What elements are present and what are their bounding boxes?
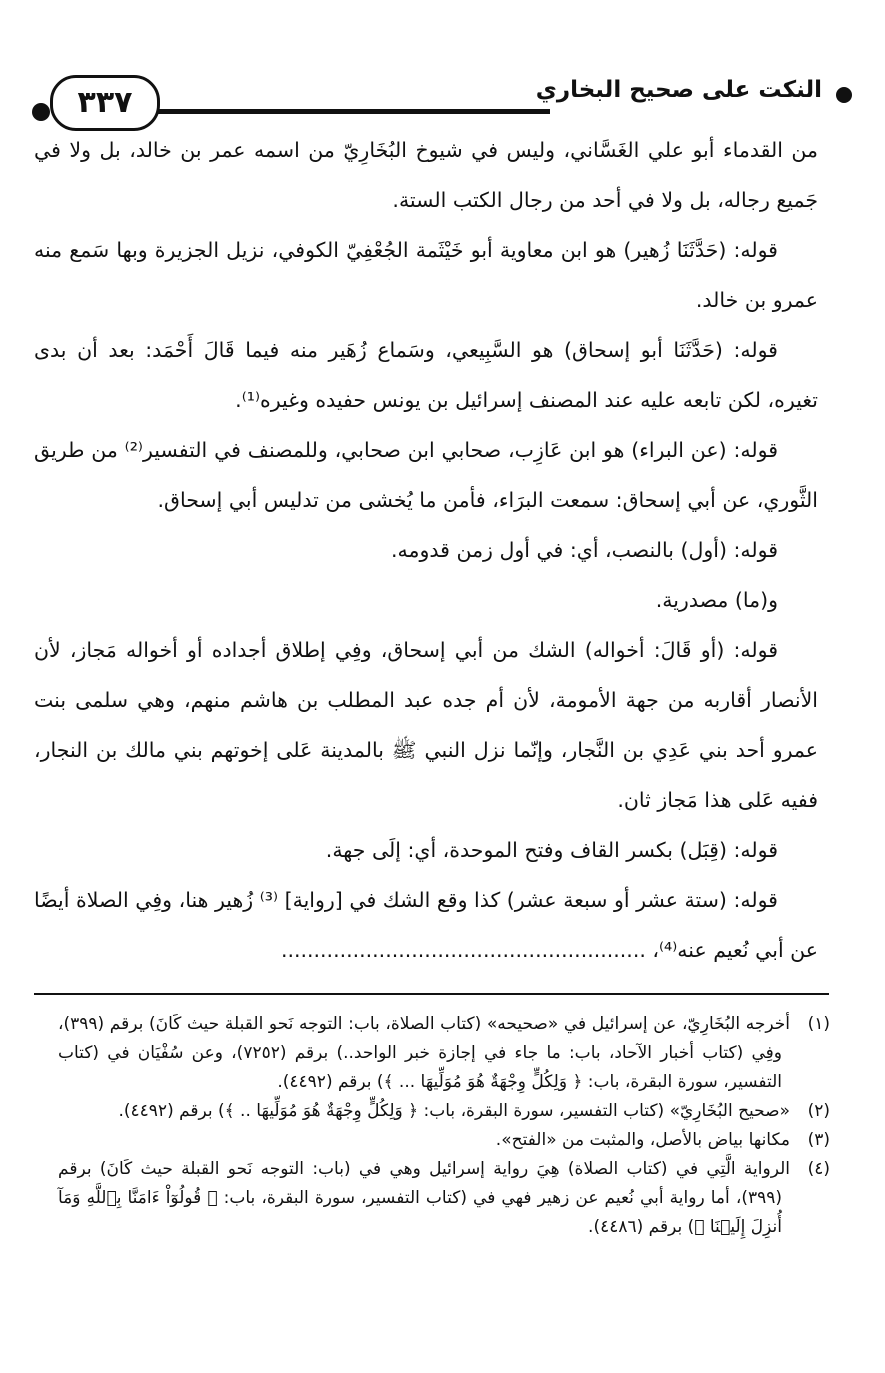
paragraph: قوله: (أول) بالنصب، أي: في أول زمن قدومه.	[391, 538, 778, 562]
ornament-dot-left	[32, 103, 50, 121]
paragraph: قوله: (حَدَّثَنَا أبو إسحاق) هو السَّبِيعي، وسَماع زُهَير منه فيما قَالَ أَحْمَد: بعد أن بدى تغيره، لكن تابعه عليه عند المصنف إسرائيل بن يونس حفيده وغيره⁽¹⁾.	[34, 338, 818, 412]
book-title: النكت على صحيح البخاري	[535, 77, 822, 103]
ornament-dot-right	[836, 87, 852, 103]
page-number: ٣٣٧	[50, 75, 160, 131]
footnote	[58, 1097, 830, 1126]
footnote-separator	[34, 993, 829, 995]
footnote-number: (١)	[807, 1014, 830, 1034]
footnote-number: (٢)	[807, 1101, 830, 1121]
paragraph: قوله: (حَدَّثَنَا زُهير) هو ابن معاوية أبو خَيْثَمة الجُعْفِيّ الكوفي، نزيل الجزيرة وبها سَمع منه عمرو بن خالد.	[34, 238, 818, 312]
footnote-number: (٣)	[807, 1130, 830, 1150]
paragraph: قوله: (أو قَالَ: أخواله) الشك من أبي إسحاق، وفِي إطلاق أجداده أو أخواله مَجاز، لأن الأنصار أقاربه من جهة الأمومة، لأن أم جده عبد المطلب بن هاشم منهم، وهي سلمى بنت عمرو أحد بني عَدِي بن النَّجار، وإنّما نزل النبي ﷺ بالمدينة عَلى إخوتهم بني مالك بن النجار، ففيه عَلى هذا مَجاز ثان.	[34, 638, 818, 812]
footnote-text: أخرجه البُخَارِيّ، عن إسرائيل في «صحيحه» (كتاب الصلاة، باب: التوجه نَحو القبلة حيث كَانَ) برقم (٣٩٩)، وفِي (كتاب أخبار الآحاد، باب: ما جاء في إجازة خبر الواحد..) برقم (٧٢٥٢)، وعن سُفْيَان في (كتاب التفسير، سورة البقرة، باب: ﴿ وَلِكُلٍّ وِجْهَةٌ هُوَ مُوَلِّيهَا ... ﴾) برقم (٤٤٩٢).	[58, 1014, 790, 1092]
main-text	[34, 125, 818, 975]
footnote-text: الرواية الَّتِي في (كتاب الصلاة) هِيَ رواية إسرائيل وهي في (باب: التوجه نَحو القبلة حيث كَانَ) برقم (٣٩٩)، أما رواية أبي نُعيم عن زهير فهي في (كتاب التفسير، سورة البقرة، باب: ﴿ قُولُوٓاْ ءَامَنَّا بِٱللَّهِ وَمَآ أُنزِلَ إِلَيۡنَا ﴾) برقم (٤٤٨٦).	[58, 1159, 790, 1237]
footnote-number: (٤)	[807, 1159, 830, 1179]
paragraph: قوله: (قِبَل) بكسر القاف وفتح الموحدة، أي: إلَى جهة.	[325, 838, 778, 862]
footnotes	[58, 1010, 830, 1242]
footnote	[58, 1010, 830, 1097]
footnote-text: «صحيح البُخَارِيّ» (كتاب التفسير، سورة البقرة، باب: ﴿ وَلِكُلٍّ وِجْهَةٌ هُوَ مُوَلِّيهَا .. ﴾) برقم (٤٤٩٢).	[118, 1101, 790, 1121]
footnote	[58, 1155, 830, 1242]
header-rule	[158, 109, 550, 114]
footnote-text: مكانها بياض بالأصل، والمثبت من «الفتح».	[495, 1130, 790, 1150]
paragraph: قوله: (ستة عشر أو سبعة عشر) كذا وقع الشك في [رواية] ⁽³⁾ زُهير هنا، وفِي الصلاة أيضًا عن أبي نُعيم عنه⁽⁴⁾، ........................................................	[34, 888, 818, 962]
paragraph: قوله: (عن البراء) هو ابن عَازِب، صحابي ابن صحابي، وللمصنف في التفسير⁽²⁾ من طريق الثَّوري، عن أبي إسحاق: سمعت البرَاء، فأمن ما يُخشى من تدليس أبي إسحاق.	[34, 438, 818, 512]
paragraph: و(ما) مصدرية.	[655, 588, 778, 612]
footnote	[58, 1126, 830, 1155]
paragraph: من القدماء أبو علي الغَسَّاني، وليس في شيوخ البُخَارِيّ من اسمه عمر بن خالد، بل ولا في جَميع رجاله، بل ولا في أحد من رجال الكتب الستة.	[34, 138, 818, 212]
